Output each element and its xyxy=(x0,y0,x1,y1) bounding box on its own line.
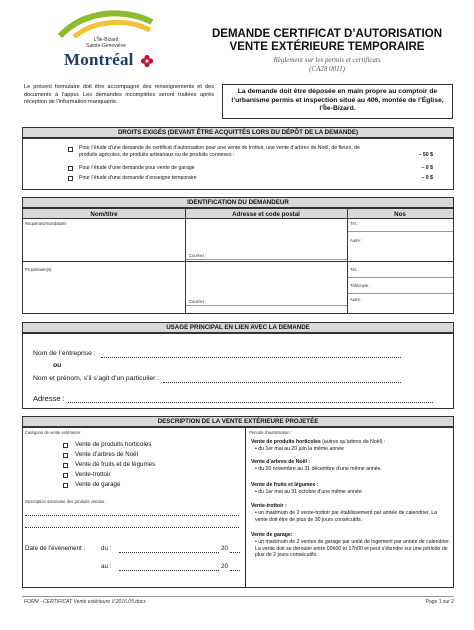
to-year-prefix: 20 xyxy=(221,563,228,570)
requester-address-field[interactable] xyxy=(186,221,347,259)
footer-divider xyxy=(22,596,454,597)
from-label: du : xyxy=(101,545,112,552)
period-5-bullet: • un maximum de 2 ventes de garage par unité de logement par année de calendrier. La vente doit se dérouler entre 09h00 et 17h00 et peut s’étendre sur une période de plus de 2 jours consécutifs. xyxy=(255,539,451,558)
sale-section xyxy=(22,427,454,588)
usage-heading: USAGE PRINCIPAL EN LIEN AVEC LA DEMANDE xyxy=(22,322,454,333)
person-field[interactable] xyxy=(163,382,401,383)
category-label: Catégorie de vente extérieure : xyxy=(25,430,83,435)
fee-checkbox-2[interactable] xyxy=(68,166,73,171)
fee-item-1-amount: – 50 $ xyxy=(418,152,433,158)
period-4-bullet: • un maximum de 2 vente-trottoir par établissement par année de calendrier. La vente doit être de plus de 30 jours consécutifs. xyxy=(255,510,438,523)
or-label: ou xyxy=(53,362,62,369)
owner-address-field[interactable] xyxy=(186,263,347,299)
address-label: Adresse : xyxy=(33,394,65,403)
applicant-table xyxy=(22,208,454,314)
fees-section xyxy=(22,138,454,190)
applicant-heading: IDENTIFICATION DU DEMANDEUR xyxy=(22,197,454,208)
to-date-field[interactable] xyxy=(119,570,219,571)
period-label: Période d’autorisation : xyxy=(249,430,292,435)
period-2-title: Vente d’arbres de Noël : xyxy=(251,459,311,465)
page-number: Page 1 sur 2 xyxy=(425,599,454,605)
period-1-title: Vente de produits horticoles (autres qu’arbres de Noël) : xyxy=(251,439,386,445)
form-id: FORM - CERTIFICAT Vente extérieure V.2016.05.docx xyxy=(24,599,146,605)
sale-heading: DESCRIPTION DE LA VENTE EXTÉRIEURE PROJETÉE xyxy=(22,416,454,427)
category-4-label: Vente-trottoir xyxy=(75,471,111,478)
requester-email-label: Courriel : xyxy=(189,253,206,258)
logo-arc-icon xyxy=(54,8,158,38)
montreal-logo xyxy=(54,8,158,72)
owner-tel-label: Tél. : xyxy=(350,267,360,272)
fee-item-2-text: Pour l’étude d’une demande pour vente de garage xyxy=(79,165,195,171)
from-date-field[interactable] xyxy=(119,552,219,553)
logo-line2: Sainte-Geneviève xyxy=(86,43,126,49)
requester-other-label: Autre : xyxy=(350,238,363,243)
category-checkbox-3[interactable] xyxy=(63,463,68,468)
category-2-label: Vente d’arbres de Noël xyxy=(75,451,138,458)
owner-other-label: Autre : xyxy=(350,297,363,302)
col-address: Adresse et code postal xyxy=(232,211,300,218)
period-3-bullet: • du 1er mai au 31 octobre d’une même année xyxy=(255,489,362,495)
category-checkbox-4[interactable] xyxy=(63,473,68,478)
address-field[interactable] xyxy=(68,402,433,403)
person-label: Nom et prénom, s’il s’agit d’un particulier : xyxy=(33,375,160,382)
company-field[interactable] xyxy=(101,357,401,358)
summary-line-1[interactable] xyxy=(25,515,239,516)
period-1-bullet: • du 1er mai au 20 juin la même année xyxy=(255,446,344,452)
summary-label: Description sommaire des produits vendus : xyxy=(25,499,107,504)
period-5-title: Vente de garage: xyxy=(251,532,293,538)
logo-line1: L'Île-Bizard xyxy=(93,37,119,43)
logo-brand: Montréal xyxy=(64,50,134,69)
category-1-label: Vente de produits horticoles xyxy=(75,441,152,448)
title-line2: VENTE EXTÉRIEURE TEMPORAIRE xyxy=(229,41,425,53)
requester-tel-label: Tél. : xyxy=(350,221,360,226)
to-label: au : xyxy=(101,563,112,570)
to-year-field[interactable] xyxy=(230,570,240,571)
rosette-icon xyxy=(140,54,154,68)
col-numbers: Nos xyxy=(394,211,406,218)
company-label: Nom de l’entreprise : xyxy=(33,350,96,357)
regulation-code: (CA28 0011) xyxy=(309,65,345,73)
usage-section xyxy=(22,333,454,409)
owner-label: Propriétaire(s) xyxy=(25,267,52,272)
category-5-label: Vente de garage xyxy=(75,481,121,488)
fees-heading: DROITS EXIGÉS (DEVANT ÊTRE ACQUITTÉS LORS DU DÉPÔT DE LA DEMANDE) xyxy=(22,127,454,138)
from-year-field[interactable] xyxy=(230,552,240,553)
fee-checkbox-3[interactable] xyxy=(68,176,73,181)
fee-item-2-amount: – 0 $ xyxy=(421,165,433,171)
category-3-label: Vente de fruits et de légumes xyxy=(75,461,156,468)
owner-fax-label: Télécopie : xyxy=(350,283,371,288)
intro-text: Le présent formulaire doit être accompagné des renseignements et des documents à l’appui. Les demandes incomplètes seront traitées après réception de l’information manquante. xyxy=(24,84,214,105)
submission-notice: La demande doit être déposée en main propre au comptoir de l’urbanisme permis et inspection situé au 406, montée de l’Église, l’Île-Bizard. xyxy=(222,84,453,119)
category-checkbox-1[interactable] xyxy=(63,443,68,448)
period-4-title: Vente-trottoir : xyxy=(251,503,287,509)
requester-label: Requérant/mandataire xyxy=(25,221,67,226)
from-year-prefix: 20 xyxy=(221,545,228,552)
owner-email-label: Courriel : xyxy=(189,299,206,304)
fee-item-1-text: Pour l’étude d’une demande de certificat d’autorisation pour une vente de trottoir, une vente d’arbres de Noël, de fleurs, de produits agricoles, de produits artisanaux ou de produits connexes : xyxy=(79,145,360,158)
title-line1: DEMANDE CERTIFICAT D’AUTORISATION xyxy=(212,28,442,40)
period-3-title: Vente de fruits et légumes : xyxy=(251,482,319,488)
fee-checkbox-1[interactable] xyxy=(68,147,73,152)
subtitle: Règlement sur les permis et certificats xyxy=(273,56,381,64)
category-checkbox-2[interactable] xyxy=(63,453,68,458)
fee-item-3-amount: – 0 $ xyxy=(421,175,433,181)
summary-line-2[interactable] xyxy=(25,527,239,528)
fee-item-3-text: Pour l’étude d’une demande d’enseigne temporaire xyxy=(79,175,197,181)
category-checkbox-5[interactable] xyxy=(63,483,68,488)
event-date-label: Date de l’évènement : xyxy=(25,545,86,552)
col-name-title: Nom/titre xyxy=(90,211,118,218)
period-2-bullet: • du 20 novembre au 31 décembre d’une même année. xyxy=(255,466,382,472)
